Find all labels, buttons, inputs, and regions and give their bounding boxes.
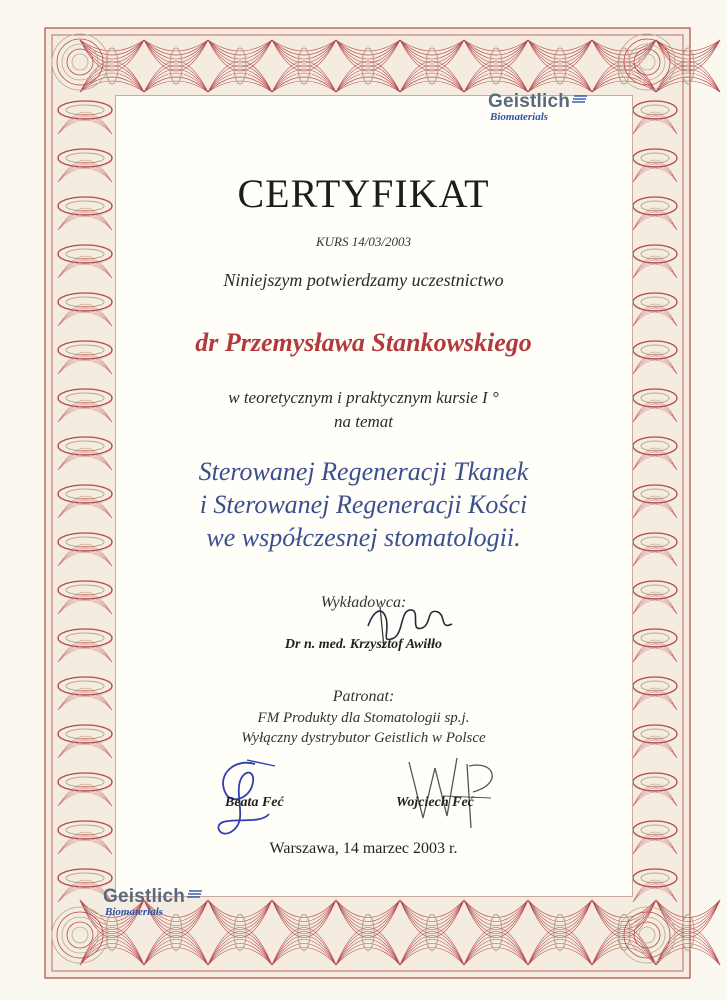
logo-brand-text: Geistlich (103, 886, 186, 907)
signature-wojciech (395, 748, 515, 838)
patronage-company: FM Produkty dla Stomatologii sp.j. (257, 710, 470, 726)
logo-subbrand-text: Biomaterials (490, 111, 549, 123)
course-topic (0, 455, 727, 554)
topic-line: i Sterowanej Regeneracji Kości (199, 490, 528, 519)
signatory-name: Wojciech Feć (396, 795, 474, 810)
topic-line: we współczesnej stomatologii. (206, 523, 521, 552)
course-number: KURS 14/03/2003 (316, 234, 411, 249)
logo-stripes-icon (187, 890, 203, 900)
recipient-name: dr Przemysława Stankowskiego (195, 328, 532, 357)
logo-subbrand-text: Biomaterials (105, 906, 164, 918)
signatory-name: Beata Feć (225, 795, 284, 810)
lecturer-name: Dr n. med. Krzysztof Awiłło (284, 637, 443, 652)
course-type-text: w teoretycznym i praktycznym kursie I ° (228, 388, 499, 407)
certificate-title: CERTYFIKAT (237, 171, 490, 216)
issue-date: Warszawa, 14 marzec 2003 r. (269, 840, 458, 857)
lecturer-label: Wykładowca: (320, 594, 407, 611)
patronage-label: Patronat: (332, 688, 395, 705)
lecturer-signature (360, 598, 460, 650)
subject-intro-text: na temat (333, 412, 394, 431)
logo-brand-text: Geistlich (488, 91, 571, 112)
confirmation-text: Niniejszym potwierdzamy uczestnictwo (223, 270, 504, 290)
topic-line: Sterowanej Regeneracji Tkanek (198, 457, 529, 486)
patronage-description: Wyłączny dystrybutor Geistlich w Polsce (241, 730, 486, 746)
geistlich-logo-top (488, 92, 588, 123)
geistlich-logo-bottom (103, 887, 203, 918)
logo-stripes-icon (572, 95, 588, 105)
